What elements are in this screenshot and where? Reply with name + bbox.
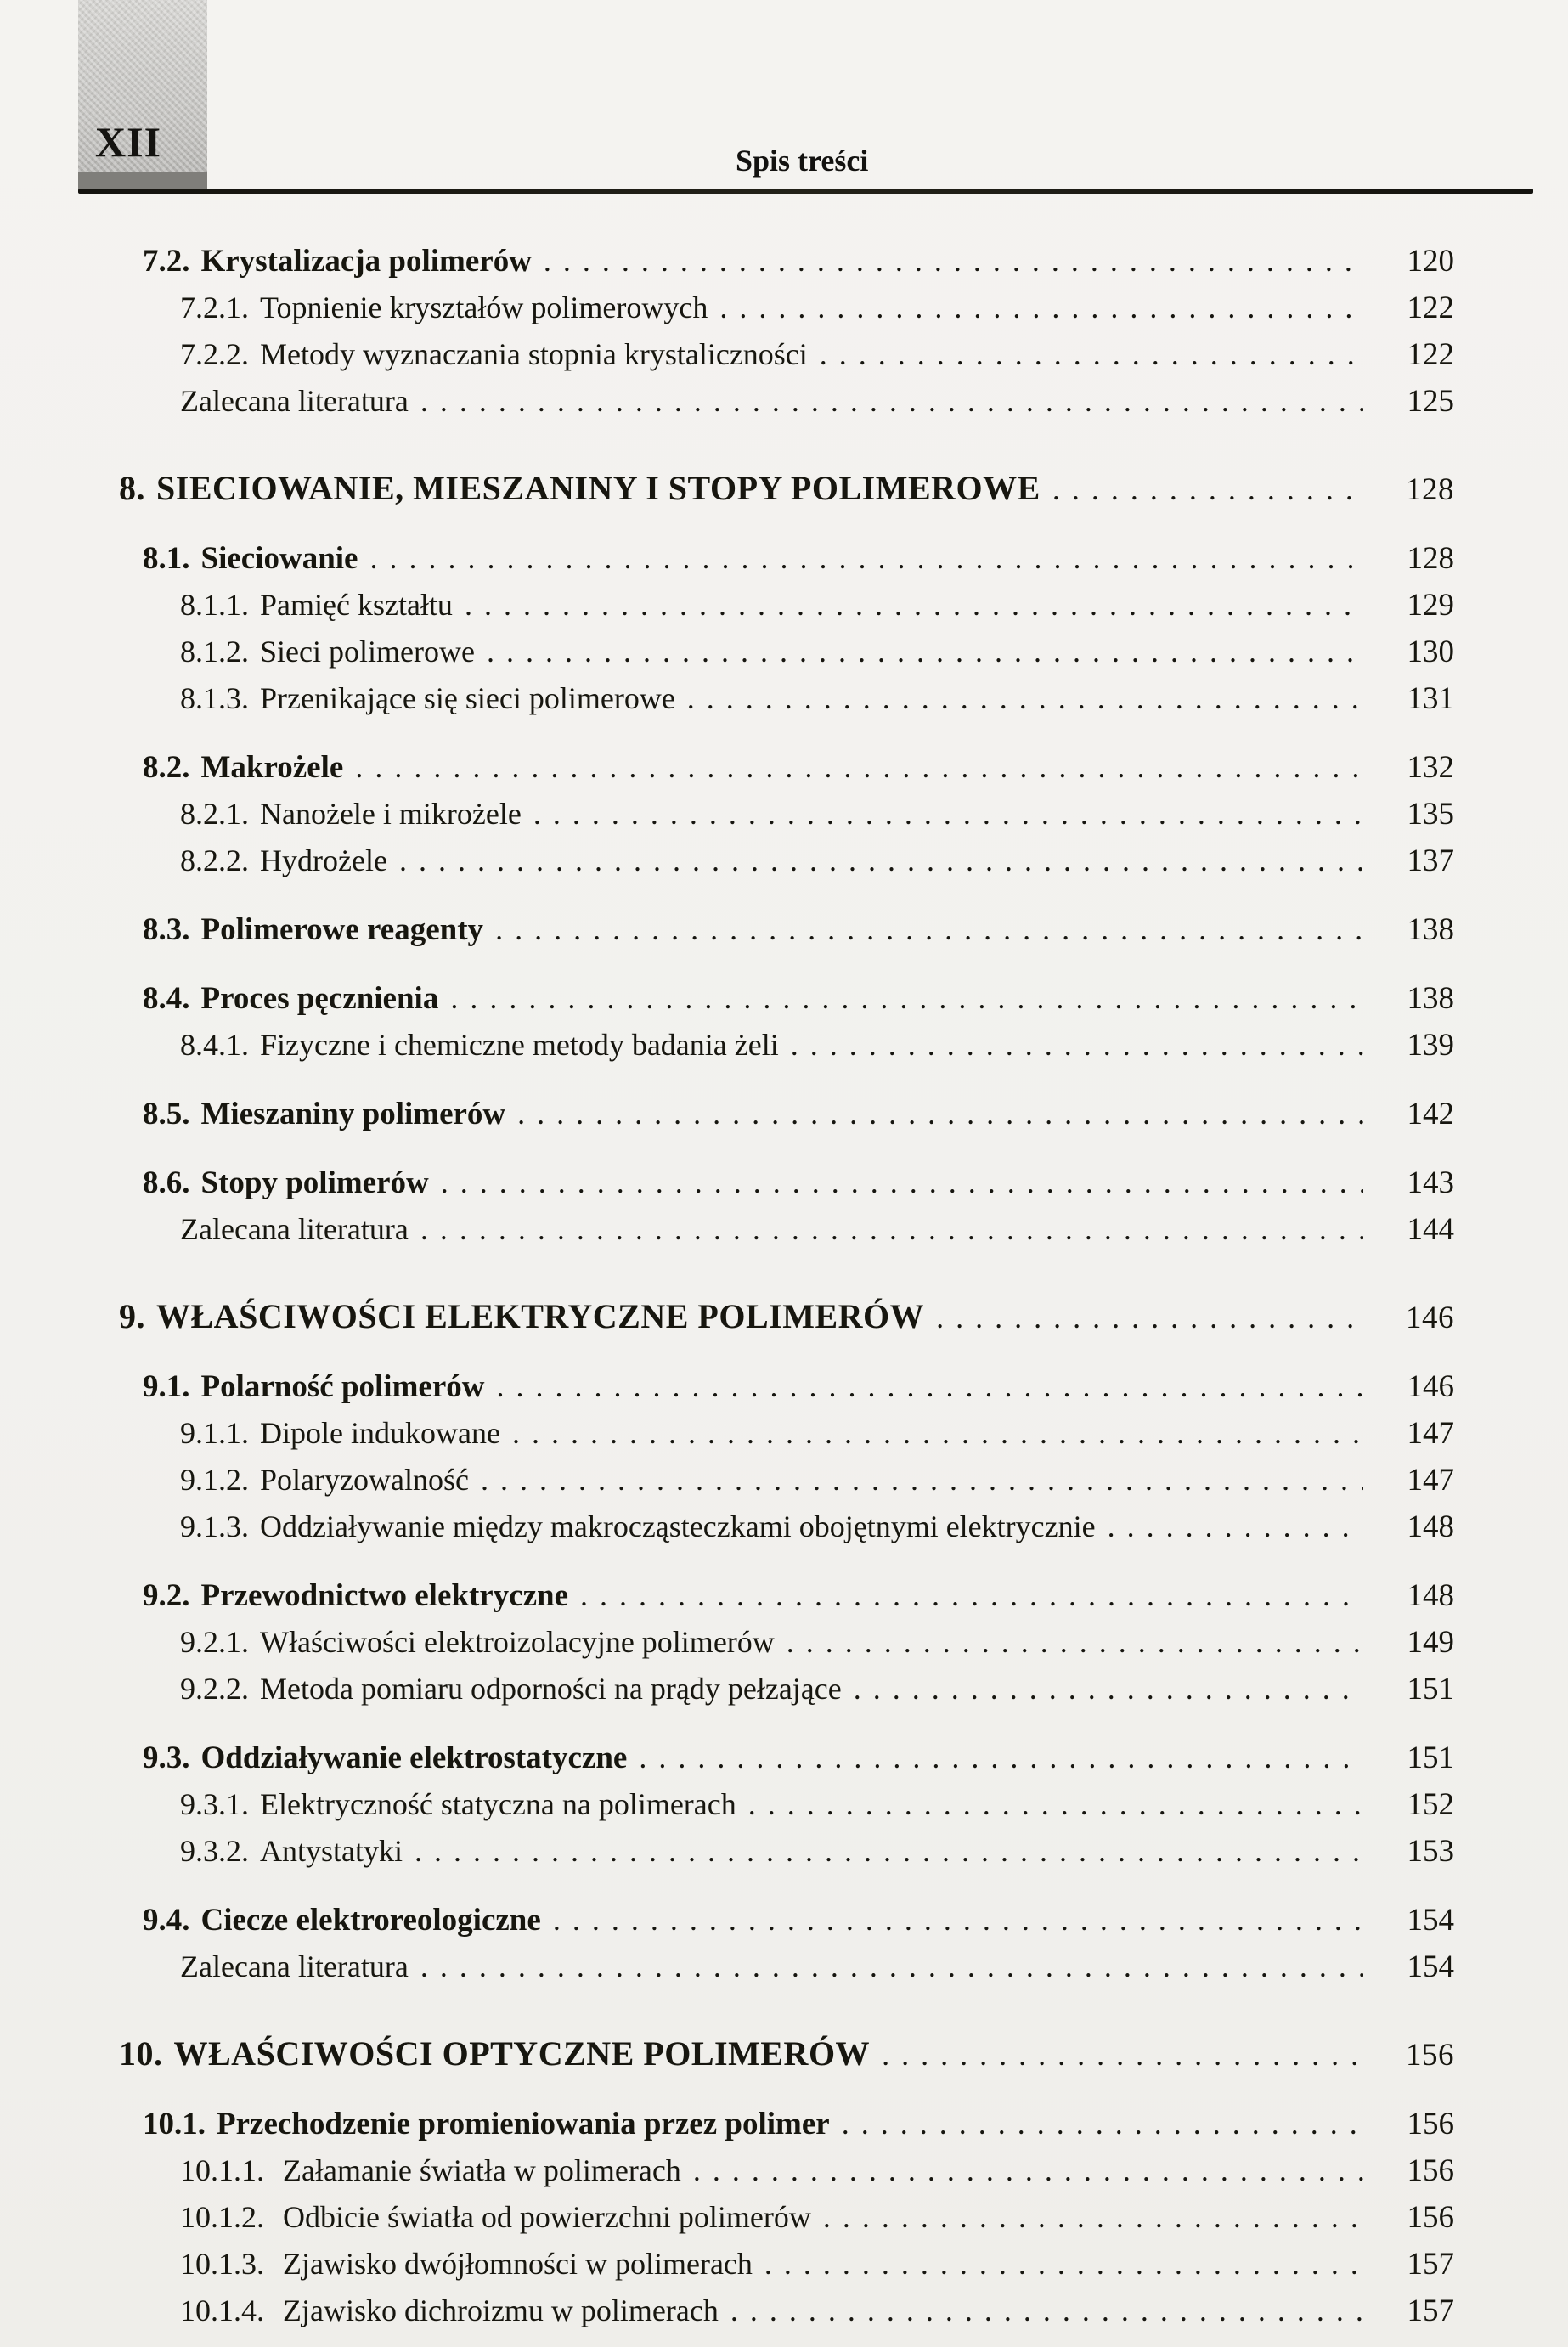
entry-page: 148 — [1407, 1578, 1454, 1613]
dot-leader — [496, 1363, 1363, 1410]
entry-title: Oddziaływanie elektrostatyczne — [200, 1741, 628, 1775]
entry-page: 125 — [1407, 384, 1454, 419]
toc-entry — [0, 1619, 1454, 1666]
entry-page: 147 — [1407, 1416, 1454, 1451]
entry-number: 8.2.1. — [180, 797, 249, 831]
dot-leader — [420, 378, 1363, 424]
dot-leader — [441, 1159, 1363, 1206]
entry-title: Topnienie kryształów polimerowych — [260, 291, 708, 324]
dot-leader — [764, 2241, 1363, 2287]
entry-title: Zjawisko dichroizmu w polimerach — [283, 2293, 719, 2327]
entry-number: 9.4. — [143, 1903, 190, 1938]
toc-entry — [0, 535, 1454, 582]
dot-leader — [748, 1781, 1363, 1827]
dot-leader — [1108, 1504, 1363, 1549]
entry-page: 142 — [1407, 1097, 1454, 1131]
entry-page: 137 — [1407, 843, 1454, 878]
toc-entry — [0, 1294, 1454, 1341]
entry-number: 8.5. — [143, 1097, 190, 1131]
entry-number: 8.3. — [143, 912, 190, 947]
toc-entry — [0, 1206, 1454, 1253]
entry-number: 8. — [119, 469, 145, 507]
toc-entry — [0, 378, 1454, 425]
toc-entry — [0, 675, 1454, 722]
entry-title: Fizyczne i chemiczne metody badania żeli — [260, 1028, 779, 1062]
entry-title: SIECIOWANIE, MIESZANINY I STOPY POLIMEROWE — [156, 469, 1041, 507]
toc-entry — [0, 582, 1454, 629]
entry-page: 130 — [1407, 635, 1454, 669]
entry-page: 138 — [1407, 981, 1454, 1016]
entry-number: 8.1. — [143, 541, 190, 576]
entry-page: 120 — [1407, 244, 1454, 279]
entry-title: Sieci polimerowe — [260, 635, 475, 669]
entry-page: 152 — [1407, 1787, 1454, 1822]
entry-page: 154 — [1407, 1949, 1454, 1984]
entry-title: Polimerowe reagenty — [200, 912, 484, 947]
dot-leader — [580, 1572, 1363, 1619]
dot-leader — [517, 1091, 1363, 1137]
entry-title: WŁAŚCIWOŚCI OPTYCZNE POLIMERÓW — [173, 2034, 871, 2073]
entry-number: 10.1.4. — [180, 2293, 264, 2327]
entry-title: Załamanie światła w polimerach — [283, 2153, 681, 2187]
toc-entry — [0, 629, 1454, 675]
entry-title: Makrożele — [200, 750, 344, 785]
toc-entry — [0, 1504, 1454, 1550]
dot-leader — [639, 1735, 1363, 1781]
entry-number: 10.1.3. — [180, 2247, 264, 2281]
dot-leader — [533, 791, 1363, 837]
entry-title: Zalecana literatura — [180, 1949, 409, 1983]
entry-number: 9.2.1. — [180, 1625, 249, 1659]
page-number-box — [78, 0, 207, 172]
entry-number: 7.2.2. — [180, 337, 249, 371]
entry-title: Zalecana literatura — [180, 1212, 409, 1246]
toc-entry — [0, 906, 1454, 953]
entry-number: 9.1.2. — [180, 1463, 249, 1497]
header-rule — [78, 189, 1533, 194]
entry-number: 9.1. — [143, 1369, 190, 1404]
entry-page: 151 — [1407, 1672, 1454, 1707]
entry-page: 153 — [1407, 1834, 1454, 1869]
toc-entry — [0, 285, 1454, 331]
dot-leader — [553, 1897, 1363, 1944]
entry-page: 156 — [1406, 2038, 1454, 2073]
entry-number: 10.1.1. — [180, 2153, 264, 2187]
entry-title: Właściwości elektroizolacyjne polimerów — [260, 1625, 775, 1659]
entry-page: 156 — [1407, 2200, 1454, 2235]
entry-title: Polaryzowalność — [260, 1463, 469, 1497]
entry-number: 9. — [119, 1297, 145, 1335]
toc-entry — [0, 1897, 1454, 1944]
entry-page: 157 — [1407, 2293, 1454, 2328]
toc-entry — [0, 1944, 1454, 1990]
toc-entry — [0, 2031, 1454, 2079]
entry-page: 151 — [1407, 1741, 1454, 1775]
entry-number: 9.1.1. — [180, 1416, 249, 1450]
entry-number: 7.2.1. — [180, 291, 249, 324]
dot-leader — [787, 1619, 1363, 1665]
entry-title: Pamięć kształtu — [260, 588, 453, 622]
toc-entry — [0, 2288, 1454, 2334]
entry-page: 128 — [1406, 472, 1454, 507]
entry-page: 156 — [1407, 2107, 1454, 2141]
entry-title: Antystatyki — [260, 1834, 403, 1868]
dot-leader — [842, 2101, 1363, 2147]
dot-leader — [512, 1410, 1363, 1456]
toc-entry — [0, 838, 1454, 884]
toc-entry — [0, 1022, 1454, 1069]
entry-number: 8.1.1. — [180, 588, 249, 622]
dot-leader — [495, 906, 1363, 953]
toc-entry — [0, 1572, 1454, 1619]
dot-leader — [450, 975, 1363, 1022]
entry-title: Zalecana literatura — [180, 384, 409, 418]
entry-title: Ciecze elektroreologiczne — [200, 1903, 541, 1938]
entry-title: Przenikające się sieci polimerowe — [260, 681, 675, 715]
entry-number: 10.1.2. — [180, 2200, 264, 2234]
toc-entry — [0, 238, 1454, 285]
entry-page: 131 — [1407, 681, 1454, 716]
dot-leader — [420, 1206, 1363, 1252]
toc-entry — [0, 2147, 1454, 2194]
entry-title: Oddziaływanie między makrocząsteczkami obojętnymi elektrycznie — [260, 1509, 1096, 1543]
dot-leader — [936, 1294, 1363, 1340]
dot-leader — [854, 1666, 1363, 1712]
running-header-title: Spis treści — [736, 144, 869, 178]
entry-page: 135 — [1407, 797, 1454, 832]
dot-leader — [369, 535, 1363, 582]
entry-number: 8.1.3. — [180, 681, 249, 715]
dot-leader — [687, 675, 1363, 721]
toc-entry — [0, 1159, 1454, 1206]
entry-title: Przewodnictwo elektryczne — [200, 1578, 569, 1613]
entry-title: Hydrożele — [260, 843, 387, 877]
dot-leader — [420, 1944, 1363, 1989]
entry-number: 8.2.2. — [180, 843, 249, 877]
entry-number: 8.4. — [143, 981, 190, 1016]
entry-number: 9.2.2. — [180, 1672, 249, 1706]
entry-page: 122 — [1407, 337, 1454, 372]
entry-number: 9.1.3. — [180, 1509, 249, 1543]
entry-page: 154 — [1407, 1903, 1454, 1938]
toc-entry — [0, 1410, 1454, 1457]
entry-title: Proces pęcznienia — [200, 981, 439, 1016]
entry-title: Metody wyznaczania stopnia krystaliczności — [260, 337, 808, 371]
entry-title: Polarność polimerów — [200, 1369, 485, 1404]
entry-title: Przechodzenie promieniowania przez polimer — [217, 2107, 830, 2141]
entry-page: 149 — [1407, 1625, 1454, 1660]
entry-number: 9.2. — [143, 1578, 190, 1613]
entry-number: 8.4.1. — [180, 1028, 249, 1062]
toc-entry — [0, 791, 1454, 838]
dot-leader — [730, 2288, 1363, 2333]
entry-title: Elektryczność statyczna na polimerach — [260, 1787, 736, 1821]
toc-entry — [0, 1735, 1454, 1781]
toc-entry — [0, 1457, 1454, 1504]
page-number: XII — [95, 118, 162, 166]
entry-number: 9.3. — [143, 1741, 190, 1775]
entry-page: 132 — [1407, 750, 1454, 785]
entry-title: Sieciowanie — [200, 541, 358, 576]
toc-entry — [0, 1781, 1454, 1828]
dot-leader — [791, 1022, 1363, 1068]
dot-leader — [693, 2147, 1363, 2193]
entry-page: 128 — [1407, 541, 1454, 576]
entry-title: Mieszaniny polimerów — [200, 1097, 506, 1131]
dot-leader — [465, 582, 1363, 628]
entry-title: Krystalizacja polimerów — [200, 244, 532, 279]
dot-leader — [355, 744, 1363, 791]
toc-entry — [0, 1363, 1454, 1410]
entry-page: 146 — [1406, 1300, 1454, 1335]
dot-leader — [823, 2194, 1363, 2240]
toc-entry — [0, 465, 1454, 513]
entry-page: 138 — [1407, 912, 1454, 947]
toc-entry — [0, 1666, 1454, 1712]
entry-number: 8.1.2. — [180, 635, 249, 669]
entry-title: Nanożele i mikrożele — [260, 797, 522, 831]
dot-leader — [544, 238, 1363, 285]
dot-leader — [399, 838, 1363, 883]
toc-entry — [0, 2194, 1454, 2241]
entry-title: Odbicie światła od powierzchni polimerów — [283, 2200, 811, 2234]
entry-title: Stopy polimerów — [200, 1165, 429, 1200]
entry-number: 8.2. — [143, 750, 190, 785]
entry-page: 157 — [1407, 2247, 1454, 2282]
entry-page: 144 — [1407, 1212, 1454, 1247]
dot-leader — [415, 1828, 1363, 1874]
toc-entry — [0, 2101, 1454, 2147]
entry-page: 147 — [1407, 1463, 1454, 1498]
entry-number: 9.3.1. — [180, 1787, 249, 1821]
entry-title: Metoda pomiaru odporności na prądy pełzające — [260, 1672, 842, 1706]
dot-leader — [882, 2031, 1363, 2078]
dot-leader — [820, 331, 1363, 377]
entry-number: 10. — [119, 2034, 163, 2073]
entry-page: 139 — [1407, 1028, 1454, 1063]
entry-page: 146 — [1407, 1369, 1454, 1404]
toc-entry — [0, 1828, 1454, 1875]
toc-entry — [0, 1091, 1454, 1137]
entry-page: 122 — [1407, 291, 1454, 325]
entry-number: 7.2. — [143, 244, 190, 279]
entry-title: WŁAŚCIWOŚCI ELEKTRYCZNE POLIMERÓW — [156, 1297, 925, 1335]
entry-page: 143 — [1407, 1165, 1454, 1200]
entry-number: 8.6. — [143, 1165, 190, 1200]
entry-number: 10.1. — [143, 2107, 206, 2141]
entry-number: 9.3.2. — [180, 1834, 249, 1868]
dot-leader — [487, 629, 1363, 674]
toc-entry — [0, 2241, 1454, 2288]
toc-list — [0, 197, 1568, 2334]
dot-leader — [481, 1457, 1363, 1503]
entry-page: 129 — [1407, 588, 1454, 623]
toc-entry — [0, 975, 1454, 1022]
toc-entry — [0, 744, 1454, 791]
toc-entry — [0, 331, 1454, 378]
entry-title: Dipole indukowane — [260, 1416, 500, 1450]
entry-title: Zjawisko dwójłomności w polimerach — [283, 2247, 753, 2281]
dot-leader — [1052, 465, 1363, 512]
entry-page: 148 — [1407, 1509, 1454, 1544]
entry-page: 156 — [1407, 2153, 1454, 2188]
dot-leader — [719, 285, 1363, 330]
